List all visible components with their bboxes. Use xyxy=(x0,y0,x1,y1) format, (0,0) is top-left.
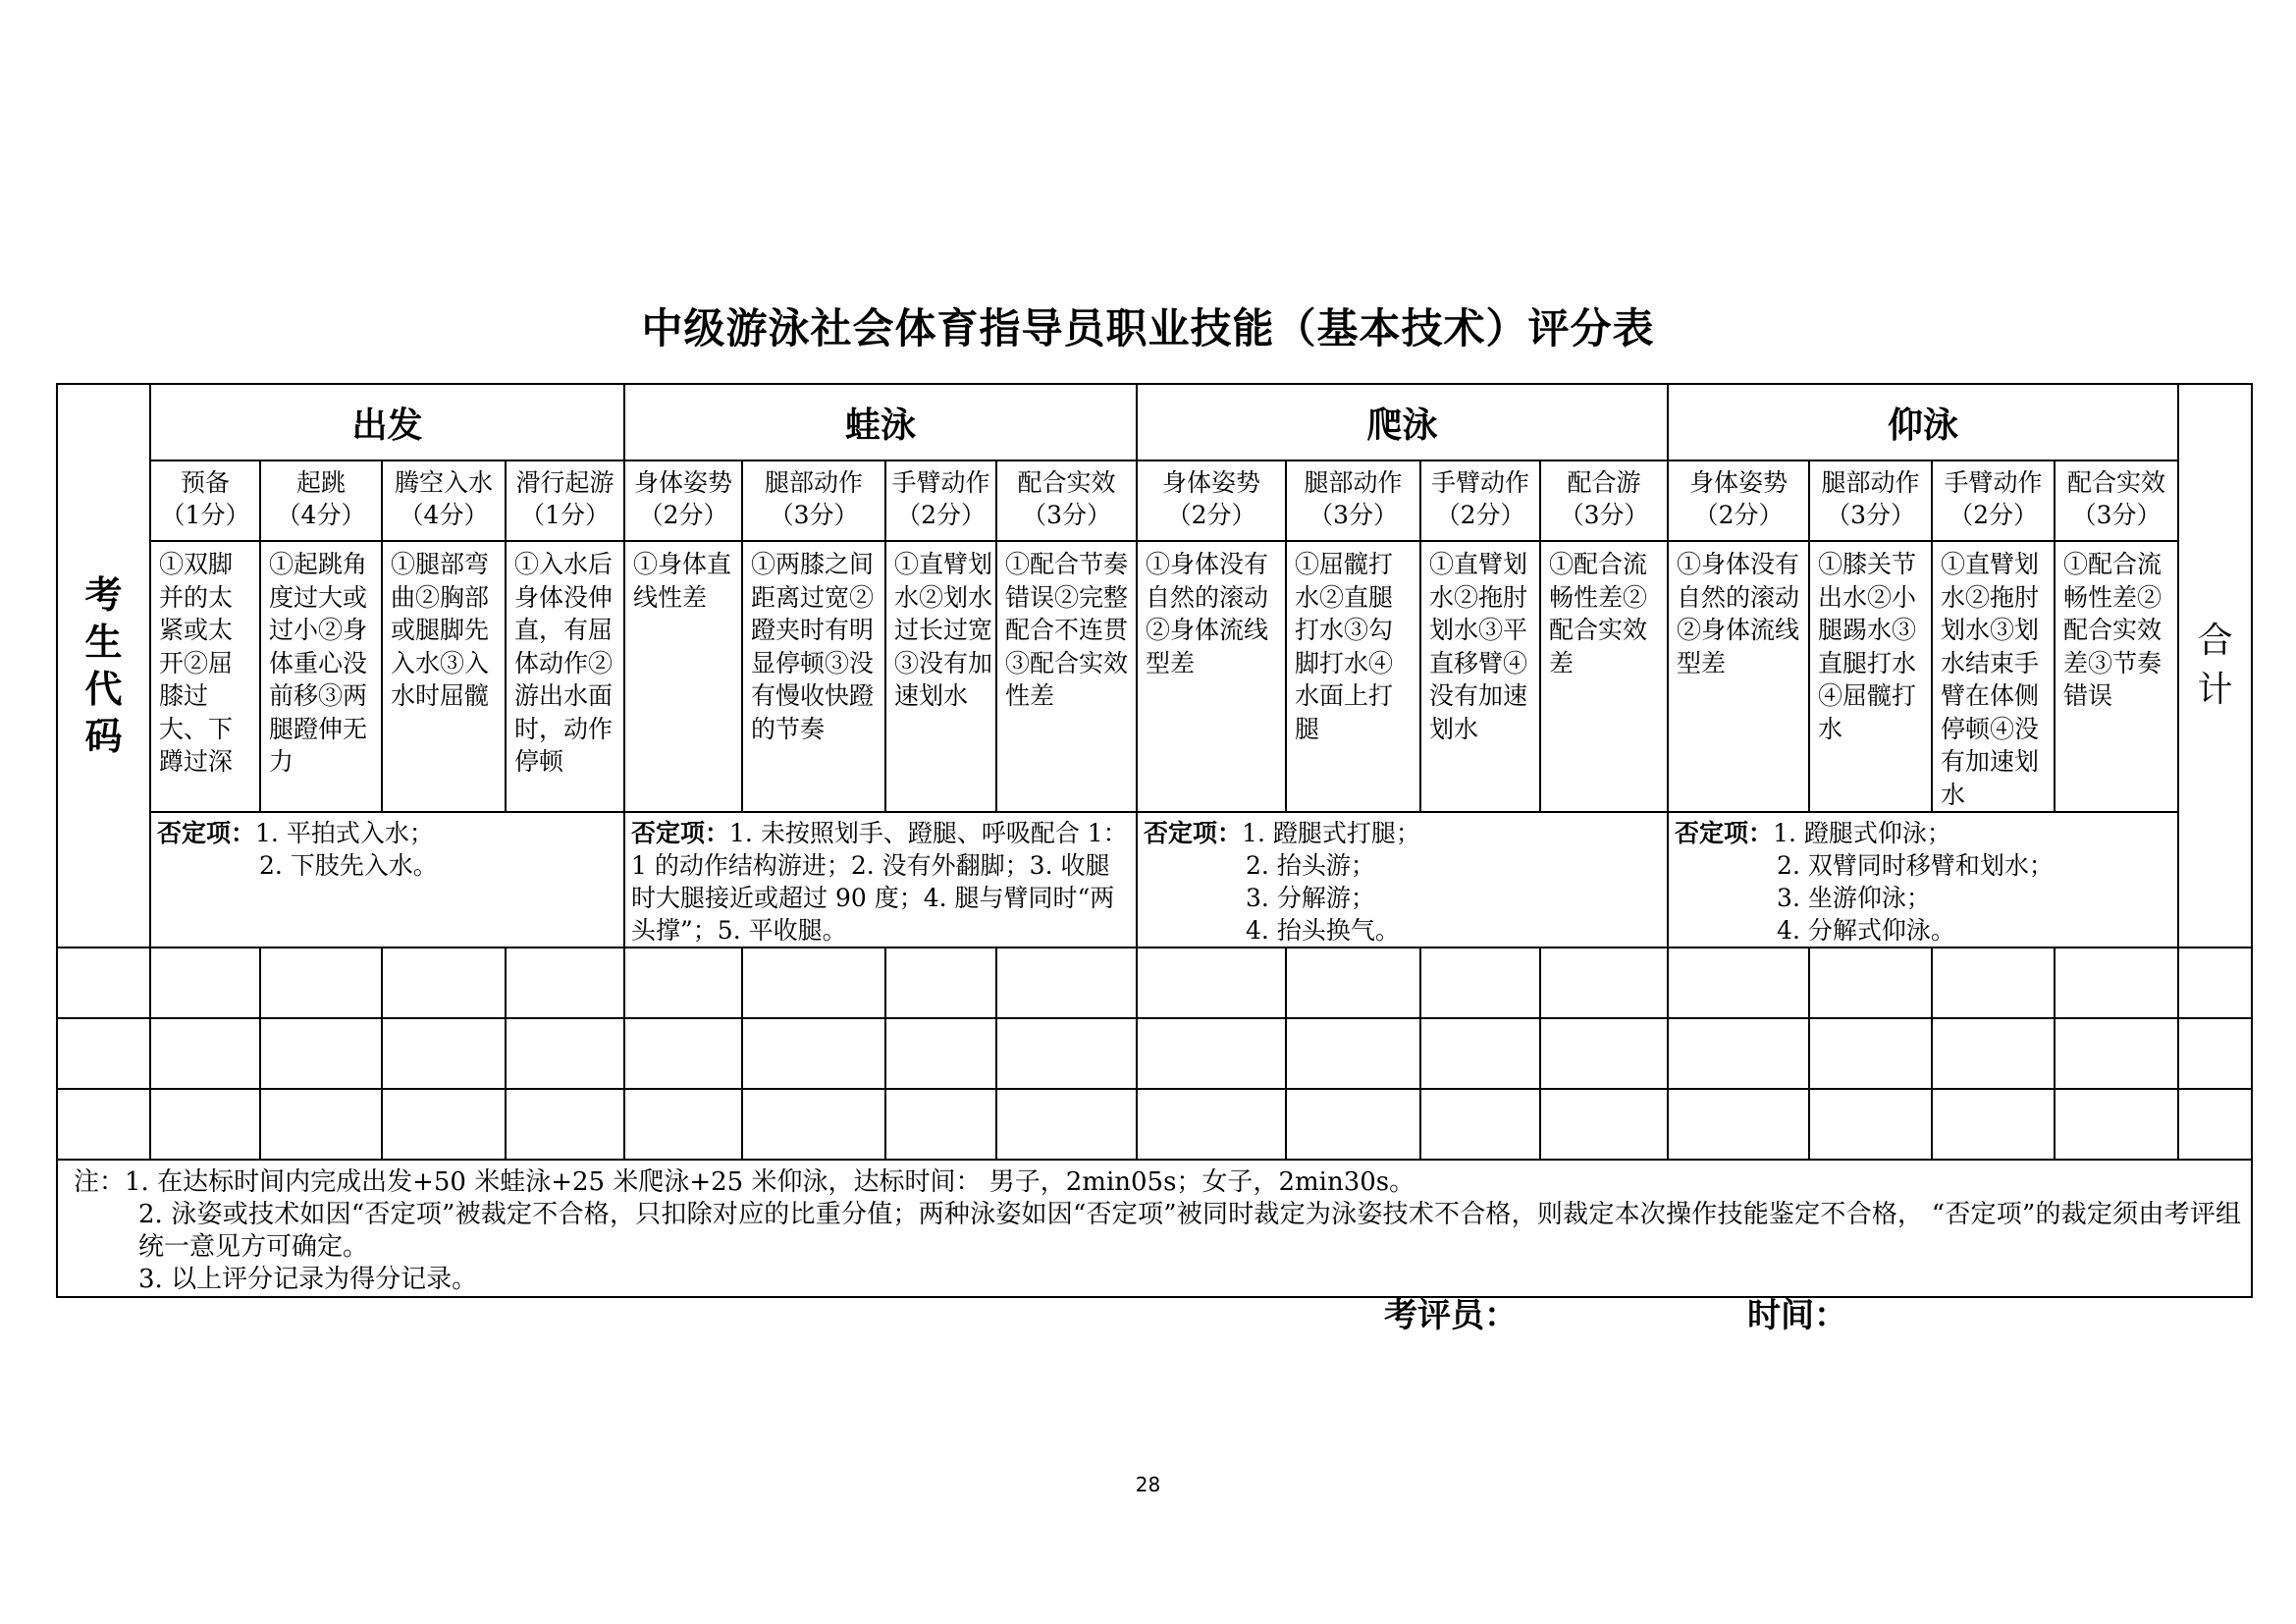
score-cell[interactable] xyxy=(996,947,1137,1018)
score-cell[interactable] xyxy=(1932,1089,2055,1160)
page-title: 中级游泳社会体育指导员职业技能（基本技术）评分表 xyxy=(641,304,1655,352)
score-cell[interactable] xyxy=(996,1089,1137,1160)
fault-list: ①身体没有自然的滚动②身体流线型差 xyxy=(1137,541,1286,812)
notes-row xyxy=(57,1160,2252,1297)
score-cell[interactable] xyxy=(742,1089,885,1160)
score-cell[interactable] xyxy=(885,947,996,1018)
score-cell[interactable] xyxy=(1540,947,1668,1018)
score-cell[interactable] xyxy=(1668,947,1809,1018)
score-cell[interactable] xyxy=(382,947,506,1018)
page-number: 28 xyxy=(1135,1473,1161,1496)
score-cell[interactable] xyxy=(150,947,260,1018)
negation-breaststroke: 否定项：1. 未按照划手、蹬腿、呼吸配合 1：1 的动作结构游进；2. 没有外翻脚；3. 收腿时大腿接近或超过 90 度；4. 腿与臂同时“两头撑”；5. 平收腿。 xyxy=(624,812,1137,947)
score-cell[interactable] xyxy=(624,1089,742,1160)
score-cell[interactable] xyxy=(1137,947,1286,1018)
score-cell[interactable] xyxy=(57,947,150,1018)
fault-list: ①起跳角度过大或过小②身体重心没前移③两腿蹬伸无力 xyxy=(260,541,382,812)
score-cell[interactable] xyxy=(2178,1089,2252,1160)
score-cell[interactable] xyxy=(260,1089,382,1160)
score-cell[interactable] xyxy=(1286,1018,1420,1089)
criterion: 身体姿势 （2分） xyxy=(624,460,742,541)
score-cell[interactable] xyxy=(2178,1018,2252,1089)
criterion: 手臂动作 （2分） xyxy=(1420,460,1540,541)
score-cell[interactable] xyxy=(1932,947,2055,1018)
criterion: 滑行起游 （1分） xyxy=(506,460,624,541)
criterion: 配合实效 （3分） xyxy=(996,460,1137,541)
criterion: 腿部动作 （3分） xyxy=(742,460,885,541)
score-cell[interactable] xyxy=(1137,1089,1286,1160)
score-cell[interactable] xyxy=(1540,1089,1668,1160)
fault-list: ①身体没有自然的滚动②身体流线型差 xyxy=(1668,541,1809,812)
score-cell[interactable] xyxy=(57,1089,150,1160)
examiner-label: 考评员： xyxy=(1384,1296,1518,1335)
criterion: 腾空入水 （4分） xyxy=(382,460,506,541)
scoring-table xyxy=(56,383,2253,1298)
score-cell[interactable] xyxy=(382,1018,506,1089)
criteria-row xyxy=(57,460,2252,541)
score-cell[interactable] xyxy=(2055,1089,2178,1160)
candidate-code-header: 考 生 代 码 xyxy=(57,384,150,947)
criterion: 预备 （1分） xyxy=(150,460,260,541)
score-cell[interactable] xyxy=(1286,1089,1420,1160)
score-cell[interactable] xyxy=(2055,1018,2178,1089)
section-backstroke: 仰泳 xyxy=(1668,384,2178,460)
score-cell[interactable] xyxy=(506,1018,624,1089)
negation-backstroke: 否定项：1. 蹬腿式仰泳； 2. 双臂同时移臂和划水； 3. 坐游仰泳； 4. 分解式仰泳。 xyxy=(1668,812,2178,947)
score-cell[interactable] xyxy=(57,1018,150,1089)
score-cell[interactable] xyxy=(260,1018,382,1089)
criterion: 腿部动作 （3分） xyxy=(1809,460,1932,541)
fault-list: ①配合流畅性差②配合实效差③节奏错误 xyxy=(2055,541,2178,812)
fault-list: ①直臂划水②拖肘划水③划水结束手臂在体侧停顿④没有加速划水 xyxy=(1932,541,2055,812)
criterion: 手臂动作 （2分） xyxy=(885,460,996,541)
score-cell[interactable] xyxy=(2055,947,2178,1018)
score-entry-row xyxy=(57,1089,2252,1160)
criterion: 腿部动作 （3分） xyxy=(1286,460,1420,541)
fault-list: ①入水后身体没伸直，有屈体动作②游出水面时，动作停顿 xyxy=(506,541,624,812)
time-label: 时间： xyxy=(1747,1296,1847,1335)
fault-list: ①两膝之间距离过宽②蹬夹时有明显停顿③没有慢收快蹬的节奏 xyxy=(742,541,885,812)
score-cell[interactable] xyxy=(742,1018,885,1089)
score-cell[interactable] xyxy=(624,1018,742,1089)
score-cell[interactable] xyxy=(506,1089,624,1160)
score-cell[interactable] xyxy=(1420,947,1540,1018)
score-cell[interactable] xyxy=(885,1089,996,1160)
criterion: 配合实效 （3分） xyxy=(2055,460,2178,541)
fault-list: ①腿部弯曲②胸部或腿脚先入水③入水时屈髋 xyxy=(382,541,506,812)
score-entry-row xyxy=(57,1018,2252,1089)
score-cell[interactable] xyxy=(1420,1089,1540,1160)
fault-list: ①配合流畅性差②配合实效差 xyxy=(1540,541,1668,812)
negation-row xyxy=(57,812,2252,947)
negation-start: 否定项：1. 平拍式入水； 2. 下肢先入水。 xyxy=(150,812,624,947)
fault-list: ①膝关节出水②小腿踢水③直腿打水④屈髋打水 xyxy=(1809,541,1932,812)
score-cell[interactable] xyxy=(885,1018,996,1089)
section-header-row xyxy=(57,384,2252,460)
score-cell[interactable] xyxy=(742,947,885,1018)
score-cell[interactable] xyxy=(1809,947,1932,1018)
fault-list: ①屈髋打水②直腿打水③勾脚打水④水面上打腿 xyxy=(1286,541,1420,812)
criterion: 身体姿势 （2分） xyxy=(1668,460,1809,541)
score-cell[interactable] xyxy=(1540,1018,1668,1089)
fault-list: ①双脚并的太紧或太开②屈膝过大、下蹲过深 xyxy=(150,541,260,812)
score-cell[interactable] xyxy=(1668,1089,1809,1160)
criterion: 配合游 （3分） xyxy=(1540,460,1668,541)
score-cell[interactable] xyxy=(996,1018,1137,1089)
score-cell[interactable] xyxy=(1420,1018,1540,1089)
score-cell[interactable] xyxy=(382,1089,506,1160)
score-cell[interactable] xyxy=(1668,1018,1809,1089)
criterion: 手臂动作 （2分） xyxy=(1932,460,2055,541)
fault-list: ①直臂划水②拖肘划水③平直移臂④没有加速划水 xyxy=(1420,541,1540,812)
score-cell[interactable] xyxy=(1809,1018,1932,1089)
score-cell[interactable] xyxy=(1932,1018,2055,1089)
faults-row xyxy=(57,541,2252,812)
section-freestyle: 爬泳 xyxy=(1137,384,1668,460)
criterion: 身体姿势 （2分） xyxy=(1137,460,1286,541)
notes: 注：1. 在达标时间内完成出发+50 米蛙泳+25 米爬泳+25 米仰泳，达标时间： 男子，2min05s；女子，2min30s。 2. 泳姿或技术如因“否定项”被裁定不合格，只扣除对应的比重分值；两种泳姿如因“否定项”被同时裁定为泳姿技术不合格，则裁定本次操作技能鉴定不合格， “否定项”的裁定须由考评组统一意见方可确定。 3. 以上评分记录为得分记录。 xyxy=(57,1160,2252,1297)
section-breaststroke: 蛙泳 xyxy=(624,384,1137,460)
criterion: 起跳 （4分） xyxy=(260,460,382,541)
score-cell[interactable] xyxy=(506,947,624,1018)
fault-list: ①身体直线性差 xyxy=(624,541,742,812)
score-cell[interactable] xyxy=(1286,947,1420,1018)
score-cell[interactable] xyxy=(1137,1018,1286,1089)
score-cell[interactable] xyxy=(150,1018,260,1089)
score-cell[interactable] xyxy=(260,947,382,1018)
score-cell[interactable] xyxy=(1809,1089,1932,1160)
fault-list: ①直臂划水②划水过长过宽③没有加速划水 xyxy=(885,541,996,812)
section-start: 出发 xyxy=(150,384,624,460)
score-entry-row xyxy=(57,947,2252,1018)
fault-list: ①配合节奏错误②完整配合不连贯③配合实效性差 xyxy=(996,541,1137,812)
score-cell[interactable] xyxy=(150,1089,260,1160)
score-cell[interactable] xyxy=(624,947,742,1018)
negation-freestyle: 否定项：1. 蹬腿式打腿； 2. 抬头游； 3. 分解游； 4. 抬头换气。 xyxy=(1137,812,1668,947)
score-cell[interactable] xyxy=(2178,947,2252,1018)
total-header: 合 计 xyxy=(2178,384,2252,947)
